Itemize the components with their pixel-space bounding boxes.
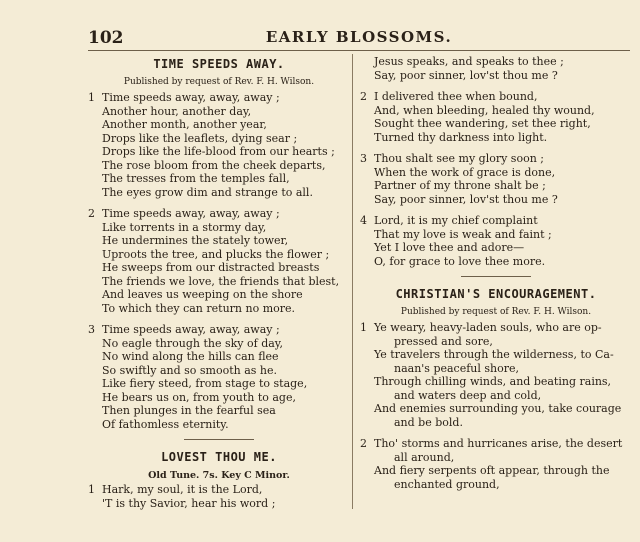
section-rule <box>461 276 531 277</box>
verse-line: The friends we love, the friends that blest, <box>102 274 340 288</box>
column-divider <box>352 54 353 509</box>
verse-line: Jesus speaks, and speaks to thee ; <box>374 55 564 68</box>
verse-line: Of fathomless eternity. <box>102 417 229 431</box>
verse-line: The rose bloom from the cheek departs, <box>102 158 326 172</box>
verse-line: The eyes grow dim and strange to all. <box>102 185 313 199</box>
verse-line: 4 Lord, it is my chief complaint <box>360 214 538 227</box>
verse-line: Yet I love thee and adore— <box>374 241 525 254</box>
right-column <box>360 55 632 499</box>
verse-line: Like fiery steed, from stage to stage, <box>102 377 308 390</box>
running-title: EARLY BLOSSOMS. <box>265 28 453 46</box>
stanza-number: 2 <box>360 437 367 450</box>
hymn-byline: Published by request of Rev. F. H. Wilson. <box>123 77 315 87</box>
stanza-number: 2 <box>88 207 95 220</box>
stanza <box>360 214 632 268</box>
verse-line: The tresses from the temples fall, <box>102 172 290 185</box>
verse-line: He undermines the stately tower, <box>102 234 289 247</box>
section-rule <box>184 439 254 440</box>
tune-info: Old Tune. 7s. Key C Minor. <box>148 470 290 481</box>
verse-line: He bears us on, from youth to age, <box>102 390 296 404</box>
stanza <box>88 91 350 199</box>
verse-line: And fiery serpents oft appear, through the <box>374 464 610 477</box>
stanza <box>88 483 350 510</box>
stanza-continued <box>360 55 632 82</box>
verse-line: Like torrents in a stormy day, <box>102 220 267 234</box>
verse-line: and waters deep and cold, <box>394 388 542 402</box>
verse-line: Drops like the leaflets, dying sear ; <box>102 131 298 145</box>
verse-line: Say, poor sinner, lov'st thou me ? <box>374 68 558 82</box>
verse-line: 'T is thy Savior, hear his word ; <box>102 496 276 510</box>
verse-line: Another month, another year, <box>102 118 267 131</box>
stanza <box>88 207 350 315</box>
verse-line: naan's peaceful shore, <box>394 361 520 375</box>
verse-line: 2 Time speeds away, away, away ; <box>88 207 280 220</box>
verse-line: Turned thy darkness into light. <box>374 130 548 144</box>
verse-line: pressed and sore, <box>394 334 493 348</box>
verse-line: Partner of my throne shalt be ; <box>374 179 546 192</box>
verse-line: and be bold. <box>394 415 463 429</box>
verse-line: No eagle through the sky of day, <box>102 336 284 350</box>
verse-line: When the work of grace is done, <box>374 165 556 179</box>
page-header <box>88 28 630 50</box>
verse-line: And enemies surrounding you, take courage <box>374 402 622 415</box>
stanza-number: 4 <box>360 214 367 227</box>
verse-line: 2 Tho' storms and hurricanes arise, the desert <box>360 437 623 450</box>
verse-line: all around, <box>394 450 455 464</box>
hymn-title: CHRISTIAN'S ENCOURAGEMENT. <box>395 287 597 301</box>
stanza <box>88 323 350 431</box>
stanza-number: 3 <box>360 152 367 165</box>
stanza-number: 1 <box>360 321 367 334</box>
verse-line: 1 Ye weary, heavy-laden souls, who are op- <box>360 321 602 334</box>
verse-line: Ye travelers through the wilderness, to Ca- <box>374 348 614 361</box>
header-rule <box>88 50 630 51</box>
stanza <box>360 321 632 429</box>
verse-line: 1 Hark, my soul, it is the Lord, <box>88 483 263 496</box>
stanza-number: 2 <box>360 90 367 103</box>
verse-line: Another hour, another day, <box>102 104 252 118</box>
hymn-stanzas <box>88 483 350 510</box>
stanza <box>360 437 632 491</box>
verse-line: 3 Thou shalt see my glory soon ; <box>360 152 544 165</box>
page-number: 102 <box>88 28 124 48</box>
left-column <box>88 55 350 510</box>
stanza-number: 1 <box>88 483 95 496</box>
verse-line: To which they can return no more. <box>102 301 296 315</box>
verse-line: No wind along the hills can flee <box>102 350 279 363</box>
verse-line: O, for grace to love thee more. <box>374 254 546 268</box>
verse-line: 1 Time speeds away, away, away ; <box>88 91 280 104</box>
verse-line: That my love is weak and faint ; <box>374 227 552 241</box>
hymn-title: TIME SPEEDS AWAY. <box>153 57 285 71</box>
stanza-number: 3 <box>88 323 95 336</box>
hymn-byline: Published by request of Rev. F. H. Wilson. <box>400 307 592 317</box>
stanza-number: 1 <box>88 91 95 104</box>
verse-line: 2 I delivered thee when bound, <box>360 90 538 103</box>
hymn-stanzas <box>88 91 350 431</box>
verse-line: And leaves us weeping on the shore <box>102 288 303 301</box>
verse-line: And, when bleeding, healed thy wound, <box>374 103 595 117</box>
verse-line: Then plunges in the fearful sea <box>102 404 276 417</box>
hymn-stanzas <box>360 90 632 268</box>
verse-line: Say, poor sinner, lov'st thou me ? <box>374 192 558 206</box>
verse-line: enchanted ground, <box>394 477 500 491</box>
verse-line: 3 Time speeds away, away, away ; <box>88 323 280 336</box>
verse-line: Uproots the tree, and plucks the flower ; <box>102 247 330 261</box>
hymn-title: LOVEST THOU ME. <box>161 450 277 464</box>
verse-line: He sweeps from our distracted breasts <box>102 261 320 274</box>
verse-line: Sought thee wandering, set thee right, <box>374 117 591 130</box>
hymn-stanzas <box>360 321 632 491</box>
stanza <box>360 152 632 206</box>
stanza <box>360 90 632 144</box>
verse-line: Drops like the life-blood from our hearts ; <box>102 145 335 158</box>
verse-line: So swiftly and so smooth as he. <box>102 363 278 377</box>
verse-line: Through chilling winds, and beating rains, <box>374 375 612 388</box>
